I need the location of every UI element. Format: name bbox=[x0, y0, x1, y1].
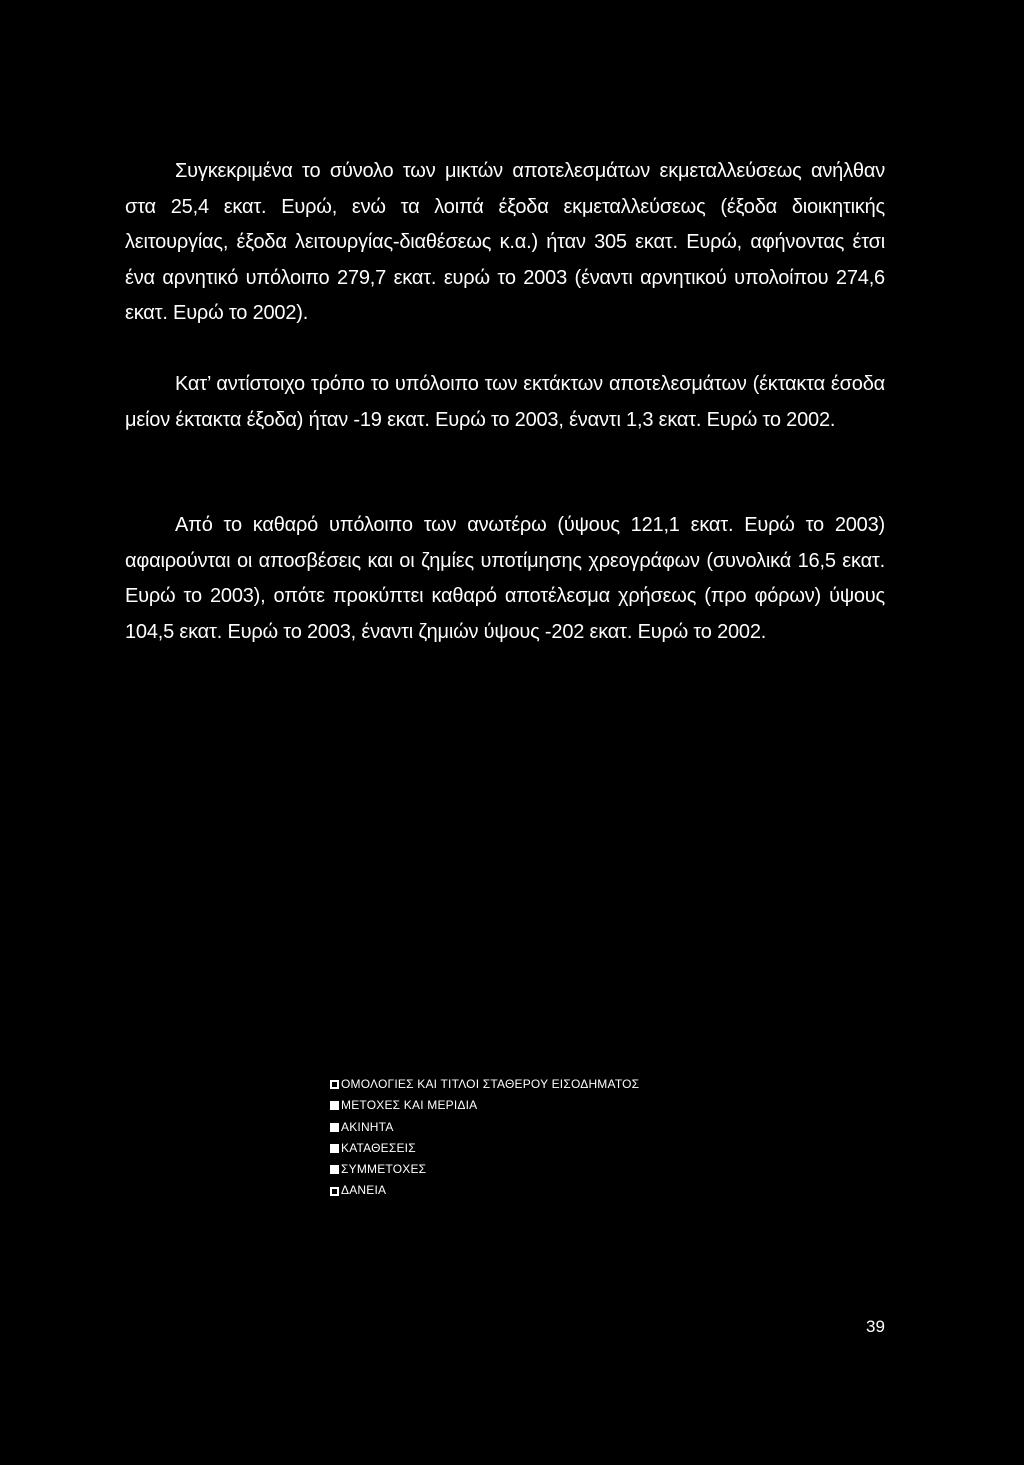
legend-swatch-filled-icon bbox=[330, 1165, 339, 1174]
legend-swatch-filled-icon bbox=[330, 1101, 339, 1110]
paragraph-3 bbox=[125, 508, 885, 650]
legend-label: ΔΑΝΕΙΑ bbox=[341, 1183, 387, 1198]
legend-item-shares bbox=[330, 1095, 639, 1116]
legend-label: ΑΚΙΝΗΤΑ bbox=[341, 1119, 394, 1134]
legend-item-loans bbox=[330, 1180, 639, 1201]
legend-label: ΣΥΜΜΕΤΟΧΕΣ bbox=[341, 1162, 427, 1177]
legend-label: ΜΕΤΟΧΕΣ ΚΑΙ ΜΕΡΙΔΙΑ bbox=[341, 1098, 478, 1113]
legend-swatch-filled-icon bbox=[330, 1144, 339, 1153]
paragraph-2 bbox=[125, 367, 885, 438]
legend-swatch-filled-icon bbox=[330, 1123, 339, 1132]
legend-item-real-estate bbox=[330, 1117, 639, 1138]
page-number: 39 bbox=[866, 1317, 885, 1336]
paragraph-1 bbox=[125, 154, 885, 332]
paragraph-2-text: Κατ’ αντίστοιχο τρόπο το υπόλοιπο των εκτάκτων αποτελεσμάτων (έκτακτα έσοδα μείον έκτακτα έξοδα) ήταν -19 εκατ. Ευρώ το 2003, έναντι 1,3 εκατ. Ευρώ το 2002. bbox=[125, 373, 885, 431]
legend-item-participations bbox=[330, 1159, 639, 1180]
chart-legend bbox=[330, 1074, 639, 1202]
legend-label: ΟΜΟΛΟΓΙΕΣ ΚΑΙ ΤΙΤΛΟΙ ΣΤΑΘΕΡΟΥ ΕΙΣΟΔΗΜΑΤΟΣ bbox=[341, 1077, 640, 1091]
legend-swatch-outline-icon bbox=[330, 1080, 339, 1089]
legend-item-bonds bbox=[330, 1074, 639, 1095]
legend-label: ΚΑΤΑΘΕΣΕΙΣ bbox=[341, 1140, 416, 1155]
legend-item-deposits bbox=[330, 1138, 639, 1159]
paragraph-1-text: Συγκεκριμένα το σύνολο των μικτών αποτελεσμάτων εκμεταλλεύσεως ανήλθαν στα 25,4 εκατ. Ευρώ, ενώ τα λοιπά έξοδα εκμεταλλεύσεως (έξοδα διοικητικής λειτουργίας, έξοδα λειτουργίας-διαθέσεως κ.α.) ήταν 305 εκατ. Ευρώ, αφήνοντας έτσι ένα αρνητικό υπόλοιπο 279,7 εκατ. ευρώ το 2003 (έναντι αρνητικού υπολοίπου 274,6 εκατ. Ευρώ το 2002). bbox=[125, 160, 885, 324]
legend-swatch-outline-icon bbox=[330, 1187, 339, 1196]
paragraph-3-text: Από το καθαρό υπόλοιπο των ανωτέρω (ύψους 121,1 εκατ. Ευρώ το 2003) αφαιρούνται οι αποσβέσεις και οι ζημίες υποτίμησης χρεογράφων (συνολικά 16,5 εκατ. Ευρώ το 2003), οπότε προκύπτει καθαρό αποτέλεσμα χρήσεως (προ φόρων) ύψους 104,5 εκατ. Ευρώ το 2003, έναντι ζημιών ύψους -202 εκατ. Ευρώ το 2002. bbox=[125, 514, 885, 643]
